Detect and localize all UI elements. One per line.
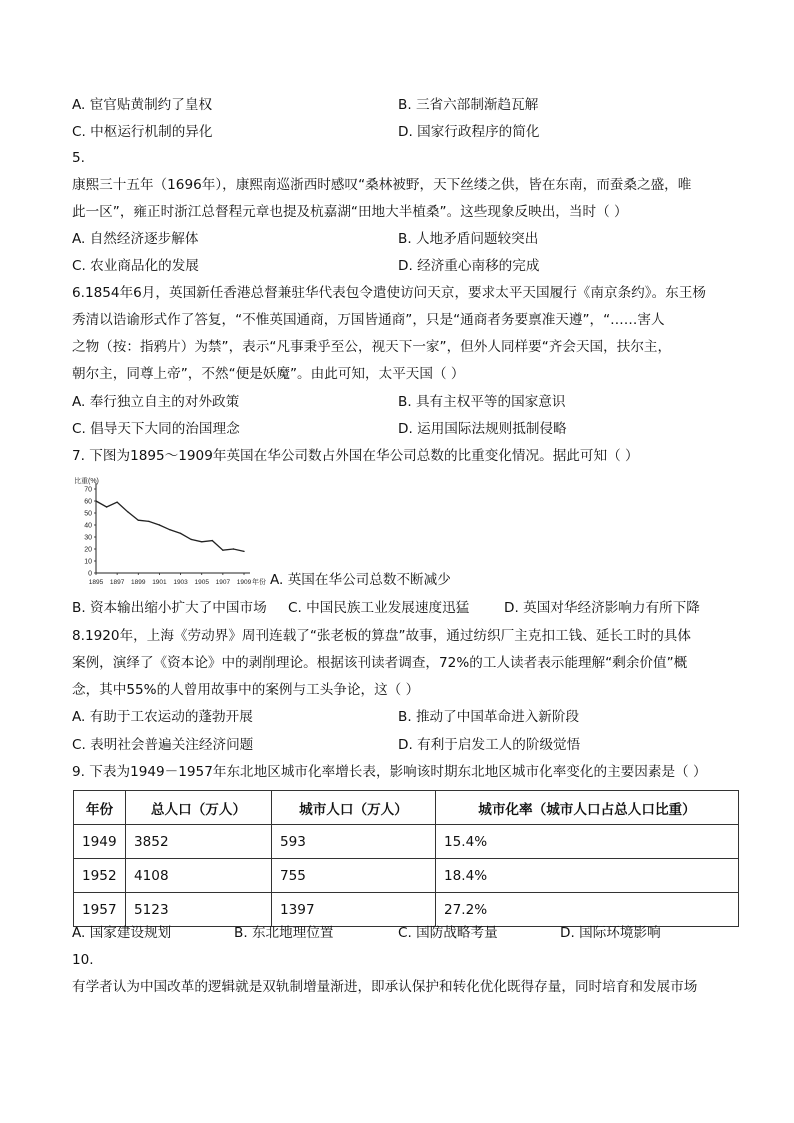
- q8-stem-line3: 念，其中55%的人曾用故事中的案例与工头争论，这（ ）: [72, 682, 420, 698]
- q5-option-c[interactable]: C. 农业商品化的发展: [72, 258, 199, 274]
- data-point: [148, 521, 149, 522]
- table-cell: 1949: [74, 825, 126, 859]
- q6-stem-line2: 秀清以诰谕形式作了答复，“不惟英国通商，万国皆通商”，只是“通商者务要禀准天遵”，“……害人: [72, 312, 665, 328]
- q4-option-a[interactable]: A. 宦官贴黄制约了皇权: [72, 97, 213, 113]
- table-row: [74, 825, 739, 859]
- q8-option-b[interactable]: B. 推动了中国革命进入新阶段: [398, 709, 580, 725]
- data-point: [127, 511, 128, 512]
- data-point: [243, 551, 244, 552]
- table-cell: 593: [272, 825, 436, 859]
- data-point: [222, 550, 223, 551]
- x-axis-label: 年份: [252, 579, 266, 586]
- q6-option-c[interactable]: C. 倡导天下大同的治国理念: [72, 421, 240, 437]
- data-point: [106, 506, 107, 507]
- data-point: [190, 539, 191, 540]
- y-tick-label: 20: [84, 546, 92, 554]
- q9-option-b[interactable]: B. 东北地理位置: [234, 925, 334, 941]
- data-point: [180, 533, 181, 534]
- table-cell: 4108: [126, 859, 272, 893]
- y-tick-label: 40: [84, 522, 92, 530]
- table-header: 城市人口（万人）: [272, 791, 436, 825]
- q4-option-b[interactable]: B. 三省六部制渐趋瓦解: [398, 97, 539, 113]
- table-cell: 18.4%: [436, 859, 739, 893]
- data-point: [138, 520, 139, 521]
- x-tick-label: 1901: [152, 579, 167, 586]
- table-cell: 755: [272, 859, 436, 893]
- q5-option-a[interactable]: A. 自然经济逐步解体: [72, 231, 199, 247]
- q4-option-c[interactable]: C. 中枢运行机制的异化: [72, 124, 213, 140]
- q6-stem-line3: 之物（按：指鸦片）为禁”，表示“凡事秉乎至公，视天下一家”，但外人同样要“齐会天国，扶尔主，: [72, 339, 672, 355]
- q5-option-b[interactable]: B. 人地矛盾问题较突出: [398, 231, 539, 247]
- q7-option-b[interactable]: B. 资本输出缩小扩大了中国市场: [72, 600, 267, 616]
- table-cell: 1397: [272, 893, 436, 927]
- table-header: 年份: [74, 791, 126, 825]
- q8-option-d[interactable]: D. 有利于启发工人的阶级觉悟: [398, 737, 581, 753]
- q8-option-a[interactable]: A. 有助于工农运动的蓬勃开展: [72, 709, 253, 725]
- q10-number: 10.: [72, 952, 94, 968]
- q4-option-d[interactable]: D. 国家行政程序的简化: [398, 124, 540, 140]
- y-tick-label: 0: [88, 570, 92, 578]
- q6-stem-line4: 朝尔主，同尊上帝”，不然“便是妖魔”。由此可知，太平天国（ ）: [72, 366, 465, 382]
- q9-urbanization-table: [73, 790, 739, 927]
- q6-option-b[interactable]: B. 具有主权平等的国家意识: [398, 394, 566, 410]
- y-axis-label: 比重(%): [74, 478, 99, 485]
- x-tick-label: 1905: [194, 579, 209, 586]
- q8-option-c[interactable]: C. 表明社会普遍关注经济问题: [72, 737, 254, 753]
- q9-option-a[interactable]: A. 国家建设规划: [72, 925, 172, 941]
- x-tick-label: 1895: [88, 579, 104, 586]
- q10-stem-line1: 有学者认为中国改革的逻辑就是双轨制增量渐进，即承认保护和转化优化既得存量，同时培育和发展市场: [72, 979, 698, 995]
- q9-option-d[interactable]: D. 国际环境影响: [560, 925, 661, 941]
- q7-option-c[interactable]: C. 中国民族工业发展速度迅猛: [288, 600, 470, 616]
- q8-stem-line1: 8.1920年，上海《劳动界》周刊连载了“张老板的算盘”故事，通过纺织厂主克扣工钱、延长工时的具体: [72, 628, 691, 644]
- q7-line-chart: [72, 473, 280, 591]
- data-point: [159, 524, 160, 525]
- x-tick-label: 1909: [236, 579, 252, 586]
- table-row: [74, 859, 739, 893]
- table-header-row: [74, 791, 739, 825]
- q9-stem: 9. 下表为1949－1957年东北地区城市化率增长表，影响该时期东北地区城市化率变化的主要因素是（ ）: [72, 764, 707, 780]
- q7-option-a[interactable]: A. 英国在华公司总数不断减少: [270, 572, 451, 588]
- table-cell: 1952: [74, 859, 126, 893]
- data-point: [95, 500, 96, 501]
- y-tick-label: 30: [84, 534, 92, 542]
- data-point: [169, 529, 170, 530]
- q5-stem-line2: 此一区”，雍正时浙江总督程元章也提及杭嘉湖“田地大半植桑”。这些现象反映出，当时（ ）: [72, 204, 628, 220]
- table-cell: 1957: [74, 893, 126, 927]
- q7-option-d[interactable]: D. 英国对华经济影响力有所下降: [504, 600, 700, 616]
- q5-stem-line1: 康熙三十五年（1696年），康熙南巡浙西时感叹“桑林被野，天下丝缕之供，皆在东南，而蚕桑之盛，唯: [72, 177, 692, 193]
- q6-option-d[interactable]: D. 运用国际法规则抵制侵略: [398, 421, 567, 437]
- table-cell: 27.2%: [436, 893, 739, 927]
- table-header: 总人口（万人）: [126, 791, 272, 825]
- q8-stem-line2: 案例，演绎了《资本论》中的剥削理论。根据该刊读者调查，72%的工人读者表示能理解“剩余价值”概: [72, 655, 688, 671]
- x-tick-label: 1903: [173, 579, 188, 586]
- series-line: [96, 501, 244, 551]
- data-point: [201, 541, 202, 542]
- data-point: [116, 502, 117, 503]
- data-point: [233, 548, 234, 549]
- q6-stem-line1: 6.1854年6月，英国新任香港总督兼驻华代表包令遣使访问天京，要求太平天国履行《南京条约》。东王杨: [72, 285, 706, 301]
- x-tick-label: 1899: [131, 579, 146, 586]
- table-cell: 15.4%: [436, 825, 739, 859]
- x-tick-label: 1897: [109, 579, 125, 586]
- y-tick-label: 60: [84, 498, 92, 506]
- x-tick-label: 1907: [215, 579, 231, 586]
- table-row: [74, 893, 739, 927]
- table-cell: 3852: [126, 825, 272, 859]
- q6-option-a[interactable]: A. 奉行独立自主的对外政策: [72, 394, 240, 410]
- q5-option-d[interactable]: D. 经济重心南移的完成: [398, 258, 540, 274]
- y-tick-label: 70: [84, 486, 92, 494]
- q7-stem: 7. 下图为1895～1909年英国在华公司数占外国在华公司总数的比重变化情况。据此可知（ ）: [72, 448, 639, 464]
- y-tick-label: 10: [84, 558, 92, 566]
- y-tick-label: 50: [84, 510, 92, 518]
- q5-number: 5.: [72, 150, 85, 166]
- table-header: 城市化率（城市人口占总人口比重）: [436, 791, 739, 825]
- data-point: [212, 540, 213, 541]
- chart-svg: [72, 473, 280, 591]
- table-cell: 5123: [126, 893, 272, 927]
- q9-option-c[interactable]: C. 国防战略考量: [398, 925, 498, 941]
